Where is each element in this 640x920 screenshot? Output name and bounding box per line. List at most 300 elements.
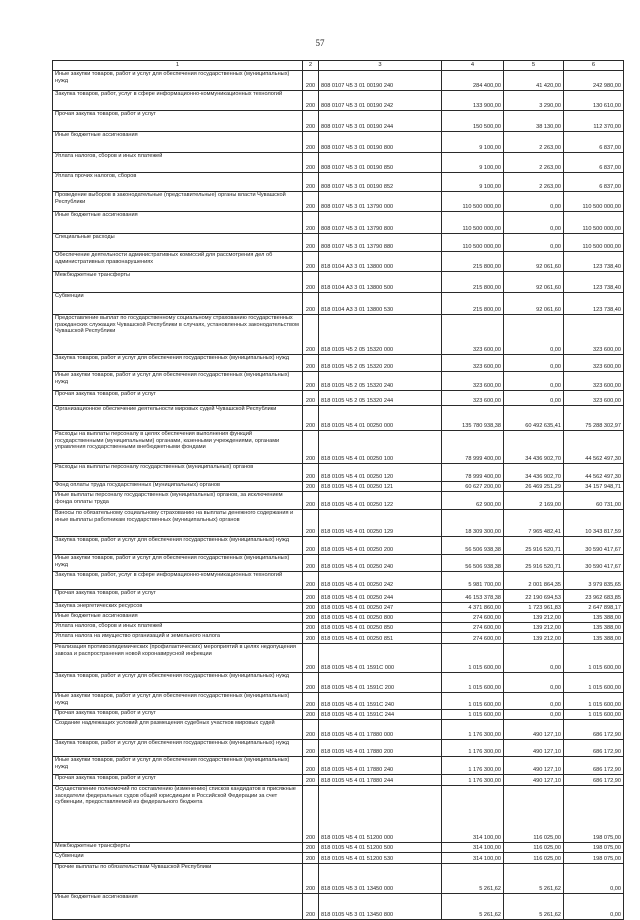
row-classification-code-cell: 818 0105 Ч5 4 01 00250 122 [319,492,442,510]
row-approved-value-cell: 78 999 400,00 [442,431,504,464]
table-row [53,623,624,633]
row-line-code-cell: 200 [303,864,319,894]
row-line-code-cell: 200 [303,153,319,173]
row-name-cell: Иные закупки товаров, работ и услуг для обеспечения государственных (муниципальных) нужд [53,71,303,91]
row-line-code-cell: 200 [303,464,319,482]
row-name-cell: Прочая закупка товаров, работ и услуг [53,391,303,406]
row-name-cell: Иные бюджетные ассигнования [53,613,303,623]
row-classification-code-cell: 818 0105 Ч5 4 01 00250 200 [319,537,442,555]
row-line-code-cell: 200 [303,537,319,555]
row-approved-value-cell: 78 999 400,00 [442,464,504,482]
row-name-cell: Уплата налога на имущество организаций и земельного налога [53,633,303,644]
table-row [53,786,624,843]
row-classification-code-cell: 818 0105 Ч5 4 01 1591С 200 [319,673,442,693]
row-name-cell: Иные бюджетные ассигнования [53,212,303,234]
row-name-cell: Иные закупки товаров, работ и услуг для обеспечения государственных (муниципальных) нужд [53,555,303,572]
row-unexecuted-value-cell: 123 738,40 [564,293,624,315]
row-line-code-cell: 200 [303,710,319,720]
table-row [53,757,624,775]
row-executed-value-cell: 34 436 902,70 [504,464,564,482]
row-classification-code-cell: 818 0105 Ч5 4 01 17880 244 [319,775,442,786]
row-classification-code-cell: 818 0105 Ч5 4 01 00250 244 [319,590,442,603]
row-line-code-cell: 200 [303,234,319,252]
row-classification-code-cell: 818 0105 Ч5 4 01 1591С 000 [319,644,442,673]
header-cell-unexecuted: 6 [564,61,624,71]
row-executed-value-cell: 0,00 [504,192,564,212]
row-classification-code-cell: 818 0105 Ч5 3 01 13450 000 [319,864,442,894]
table-row [53,482,624,492]
table-row [53,853,624,864]
row-line-code-cell: 200 [303,775,319,786]
row-approved-value-cell: 110 500 000,00 [442,192,504,212]
row-name-cell: Предоставление выплат по государственному социальному страхованию государственных гражданских служащих Чувашской Республики в случаях, установленных законодательством Чувашской Республики [53,315,303,355]
row-line-code-cell: 200 [303,293,319,315]
row-approved-value-cell: 4 371 860,00 [442,603,504,613]
header-cell-executed: 5 [504,61,564,71]
row-unexecuted-value-cell: 34 157 948,71 [564,482,624,492]
row-unexecuted-value-cell: 6 837,00 [564,153,624,173]
row-unexecuted-value-cell: 44 562 497,30 [564,464,624,482]
row-line-code-cell: 200 [303,673,319,693]
table-row [53,894,624,920]
row-classification-code-cell: 818 0104 А3 3 01 13800 000 [319,252,442,272]
table-row [53,173,624,192]
row-name-cell: Межбюджетные трансферты [53,272,303,293]
row-classification-code-cell: 818 0105 Ч5 4 01 00250 129 [319,510,442,537]
row-name-cell: Иные закупки товаров, работ и услуг для обеспечения государственных (муниципальных) нужд [53,757,303,775]
row-line-code-cell: 200 [303,843,319,853]
table-row [53,603,624,613]
page-number: 57 [315,38,325,48]
row-classification-code-cell: 818 0105 Ч5 2 05 15320 200 [319,355,442,372]
row-line-code-cell: 200 [303,603,319,613]
row-name-cell: Субвенции [53,293,303,315]
row-approved-value-cell: 1 015 600,00 [442,644,504,673]
row-classification-code-cell: 808 0107 Ч5 3 01 00190 850 [319,153,442,173]
row-approved-value-cell: 314 100,00 [442,786,504,843]
row-name-cell: Уплата налогов, сборов и иных платежей [53,623,303,633]
row-classification-code-cell: 808 0107 Ч5 3 01 13790 000 [319,192,442,212]
row-classification-code-cell: 818 0105 Ч5 4 01 00250 242 [319,572,442,590]
row-classification-code-cell: 808 0107 Ч5 3 01 00190 242 [319,91,442,111]
row-line-code-cell: 200 [303,212,319,234]
table-row [53,613,624,623]
row-unexecuted-value-cell: 1 015 600,00 [564,644,624,673]
table-row [53,633,624,644]
row-unexecuted-value-cell: 135 388,00 [564,623,624,633]
row-line-code-cell: 200 [303,693,319,710]
row-executed-value-cell: 0,00 [504,644,564,673]
row-classification-code-cell: 818 0105 Ч5 4 01 00250 121 [319,482,442,492]
row-approved-value-cell: 110 500 000,00 [442,234,504,252]
row-line-code-cell: 200 [303,406,319,431]
row-classification-code-cell: 818 0105 Ч5 4 01 00250 850 [319,623,442,633]
header-cell-classification-code: 3 [319,61,442,71]
row-name-cell: Прочая закупка товаров, работ и услуг [53,710,303,720]
header-cell-line-code: 2 [303,61,319,71]
row-executed-value-cell: 2 001 864,35 [504,572,564,590]
row-unexecuted-value-cell: 686 172,90 [564,775,624,786]
row-unexecuted-value-cell: 23 962 683,85 [564,590,624,603]
row-line-code-cell: 200 [303,853,319,864]
row-line-code-cell: 200 [303,572,319,590]
row-executed-value-cell: 490 127,10 [504,740,564,757]
row-name-cell: Иные бюджетные ассигнования [53,894,303,920]
row-classification-code-cell: 808 0107 Ч5 3 01 00190 852 [319,173,442,192]
row-approved-value-cell: 314 100,00 [442,843,504,853]
table-row [53,510,624,537]
table-row [53,212,624,234]
column-number-header-row [53,61,624,71]
row-approved-value-cell: 274 600,00 [442,623,504,633]
row-classification-code-cell: 808 0107 Ч5 3 01 13790 880 [319,234,442,252]
row-approved-value-cell: 150 500,00 [442,111,504,132]
row-name-cell: Закупка товаров, работ, услуг в сфере информационно-коммуникационных технологий [53,91,303,111]
table-row [53,111,624,132]
row-classification-code-cell: 818 0104 А3 3 01 13800 530 [319,293,442,315]
row-approved-value-cell: 110 500 000,00 [442,212,504,234]
row-unexecuted-value-cell: 198 075,00 [564,786,624,843]
row-classification-code-cell: 818 0105 Ч5 4 01 00250 800 [319,613,442,623]
row-classification-code-cell: 818 0105 Ч5 4 01 17880 000 [319,720,442,740]
row-executed-value-cell: 0,00 [504,710,564,720]
row-approved-value-cell: 135 780 938,38 [442,406,504,431]
row-line-code-cell: 200 [303,372,319,391]
row-line-code-cell: 200 [303,720,319,740]
row-classification-code-cell: 808 0107 Ч5 3 01 00190 244 [319,111,442,132]
row-line-code-cell: 200 [303,894,319,920]
budget-execution-table [52,60,624,920]
row-classification-code-cell: 818 0105 Ч5 4 01 00250 247 [319,603,442,613]
table-row [53,71,624,91]
header-cell-name: 1 [53,61,303,71]
row-line-code-cell: 200 [303,132,319,153]
row-line-code-cell: 200 [303,272,319,293]
row-line-code-cell: 200 [303,173,319,192]
row-approved-value-cell: 5 981 700,00 [442,572,504,590]
row-name-cell: Закупка энергетических ресурсов [53,603,303,613]
row-line-code-cell: 200 [303,590,319,603]
row-line-code-cell: 200 [303,252,319,272]
row-line-code-cell: 200 [303,355,319,372]
row-unexecuted-value-cell: 686 172,90 [564,740,624,757]
row-unexecuted-value-cell: 242 980,00 [564,71,624,91]
row-approved-value-cell: 323 600,00 [442,391,504,406]
row-approved-value-cell: 1 015 600,00 [442,710,504,720]
row-approved-value-cell: 284 400,00 [442,71,504,91]
row-executed-value-cell: 116 025,00 [504,843,564,853]
row-classification-code-cell: 818 0105 Ч5 4 01 1591С 244 [319,710,442,720]
row-name-cell: Закупка товаров, работ и услуг для обеспечения государственных (муниципальных) нужд [53,740,303,757]
row-executed-value-cell: 41 420,00 [504,71,564,91]
row-approved-value-cell: 274 600,00 [442,633,504,644]
row-executed-value-cell: 2 169,00 [504,492,564,510]
row-executed-value-cell: 25 916 520,71 [504,555,564,572]
row-executed-value-cell: 1 723 961,83 [504,603,564,613]
row-approved-value-cell: 215 800,00 [442,272,504,293]
row-unexecuted-value-cell: 110 500 000,00 [564,234,624,252]
row-name-cell: Фонд оплаты труда государственных (муниципальных) органов [53,482,303,492]
row-line-code-cell: 200 [303,740,319,757]
row-line-code-cell: 200 [303,111,319,132]
row-executed-value-cell: 0,00 [504,355,564,372]
row-unexecuted-value-cell: 44 562 497,30 [564,431,624,464]
table-row [53,537,624,555]
row-unexecuted-value-cell: 123 738,40 [564,272,624,293]
row-approved-value-cell: 323 600,00 [442,315,504,355]
row-line-code-cell: 200 [303,482,319,492]
row-line-code-cell: 200 [303,71,319,91]
table-row [53,192,624,212]
row-classification-code-cell: 818 0105 Ч5 3 01 13450 800 [319,894,442,920]
row-executed-value-cell: 92 061,60 [504,293,564,315]
row-name-cell: Закупка товаров, работ и услуг для обеспечения государственных (муниципальных) нужд [53,673,303,693]
table-row [53,464,624,482]
row-unexecuted-value-cell: 686 172,90 [564,757,624,775]
table-row [53,234,624,252]
row-approved-value-cell: 323 600,00 [442,355,504,372]
row-name-cell: Создание надлежащих условий для размещения судебных участков мировых судей [53,720,303,740]
row-unexecuted-value-cell: 75 288 302,97 [564,406,624,431]
row-approved-value-cell: 5 261,62 [442,864,504,894]
row-unexecuted-value-cell: 135 388,00 [564,633,624,644]
row-classification-code-cell: 818 0105 Ч5 4 01 1591С 240 [319,693,442,710]
row-name-cell: Иные выплаты персоналу государственных (муниципальных) органов, за исключением фонда оплаты труда [53,492,303,510]
row-unexecuted-value-cell: 1 015 600,00 [564,673,624,693]
row-executed-value-cell: 139 212,00 [504,613,564,623]
table-row [53,372,624,391]
row-approved-value-cell: 56 506 938,38 [442,555,504,572]
row-approved-value-cell: 18 309 300,00 [442,510,504,537]
row-approved-value-cell: 274 600,00 [442,613,504,623]
row-line-code-cell: 200 [303,786,319,843]
row-unexecuted-value-cell: 3 979 835,65 [564,572,624,590]
row-approved-value-cell: 1 015 600,00 [442,693,504,710]
row-unexecuted-value-cell: 130 610,00 [564,91,624,111]
table-row [53,590,624,603]
row-unexecuted-value-cell: 198 075,00 [564,853,624,864]
row-unexecuted-value-cell: 112 370,00 [564,111,624,132]
row-approved-value-cell: 1 015 600,00 [442,673,504,693]
table-row [53,293,624,315]
row-classification-code-cell: 808 0107 Ч5 3 01 00190 800 [319,132,442,153]
row-classification-code-cell: 818 0105 Ч5 2 05 15320 000 [319,315,442,355]
row-executed-value-cell: 92 061,60 [504,272,564,293]
row-name-cell: Организационное обеспечение деятельности мировых судей Чувашской Республики [53,406,303,431]
table-row [53,843,624,853]
table-row [53,555,624,572]
row-executed-value-cell: 2 263,00 [504,153,564,173]
row-name-cell: Уплата прочих налогов, сборов [53,173,303,192]
row-approved-value-cell: 9 100,00 [442,153,504,173]
row-name-cell: Субвенции [53,853,303,864]
row-unexecuted-value-cell: 323 600,00 [564,391,624,406]
row-name-cell: Взносы по обязательному социальному страхованию на выплаты денежного содержания и иные выплаты работникам государственных (муниципальных) органов [53,510,303,537]
row-line-code-cell: 200 [303,315,319,355]
row-executed-value-cell: 7 965 482,41 [504,510,564,537]
row-executed-value-cell: 2 263,00 [504,173,564,192]
row-executed-value-cell: 490 127,10 [504,757,564,775]
table-row [53,740,624,757]
row-name-cell: Уплата налогов, сборов и иных платежей [53,153,303,173]
row-executed-value-cell: 139 212,00 [504,623,564,633]
row-unexecuted-value-cell: 323 600,00 [564,355,624,372]
row-unexecuted-value-cell: 30 590 417,67 [564,537,624,555]
row-executed-value-cell: 60 492 635,41 [504,406,564,431]
row-approved-value-cell: 1 176 300,00 [442,740,504,757]
row-classification-code-cell: 818 0105 Ч5 4 01 51200 000 [319,786,442,843]
table-row [53,252,624,272]
row-approved-value-cell: 56 506 938,38 [442,537,504,555]
row-name-cell: Реализация противоэпидемических (профилактических) мероприятий в целях недопущения завоза и распространения новой коронавирусной инфекции [53,644,303,673]
row-approved-value-cell: 133 900,00 [442,91,504,111]
row-line-code-cell: 200 [303,431,319,464]
row-classification-code-cell: 818 0105 Ч5 2 05 15320 244 [319,391,442,406]
row-executed-value-cell: 5 261,62 [504,864,564,894]
row-classification-code-cell: 818 0105 Ч5 4 01 51200 500 [319,843,442,853]
row-unexecuted-value-cell: 686 172,90 [564,720,624,740]
row-approved-value-cell: 60 627 200,00 [442,482,504,492]
row-classification-code-cell: 818 0105 Ч5 4 01 51200 530 [319,853,442,864]
table-row [53,315,624,355]
table-row [53,775,624,786]
row-classification-code-cell: 818 0104 А3 3 01 13800 500 [319,272,442,293]
row-approved-value-cell: 323 600,00 [442,372,504,391]
table-row [53,572,624,590]
row-name-cell: Обеспечение деятельности административных комиссий для рассмотрения дел об административных правонарушениях [53,252,303,272]
row-executed-value-cell: 34 436 902,70 [504,431,564,464]
row-approved-value-cell: 9 100,00 [442,173,504,192]
row-executed-value-cell: 26 469 251,29 [504,482,564,492]
row-executed-value-cell: 5 261,62 [504,894,564,920]
row-executed-value-cell: 0,00 [504,212,564,234]
table-row [53,720,624,740]
row-line-code-cell: 200 [303,644,319,673]
table-row [53,391,624,406]
table-row [53,864,624,894]
row-unexecuted-value-cell: 1 015 600,00 [564,693,624,710]
row-classification-code-cell: 808 0107 Ч5 3 01 13790 800 [319,212,442,234]
row-line-code-cell: 200 [303,492,319,510]
row-unexecuted-value-cell: 198 075,00 [564,843,624,853]
row-unexecuted-value-cell: 323 600,00 [564,315,624,355]
row-unexecuted-value-cell: 6 837,00 [564,132,624,153]
row-line-code-cell: 200 [303,757,319,775]
row-executed-value-cell: 0,00 [504,234,564,252]
row-name-cell: Иные закупки товаров, работ и услуг для обеспечения государственных (муниципальных) нужд [53,693,303,710]
table-row [53,406,624,431]
table-row [53,644,624,673]
row-executed-value-cell: 116 025,00 [504,853,564,864]
row-line-code-cell: 200 [303,91,319,111]
row-line-code-cell: 200 [303,613,319,623]
row-unexecuted-value-cell: 110 500 000,00 [564,192,624,212]
row-classification-code-cell: 808 0107 Ч5 3 01 00190 240 [319,71,442,91]
row-approved-value-cell: 215 800,00 [442,252,504,272]
row-approved-value-cell: 1 176 300,00 [442,720,504,740]
row-classification-code-cell: 818 0105 Ч5 4 01 00250 240 [319,555,442,572]
row-name-cell: Закупка товаров, работ, услуг в сфере информационно-коммуникационных технологий [53,572,303,590]
row-line-code-cell: 200 [303,391,319,406]
row-line-code-cell: 200 [303,192,319,212]
row-executed-value-cell: 0,00 [504,693,564,710]
row-executed-value-cell: 0,00 [504,673,564,693]
row-name-cell: Прочая закупка товаров, работ и услуг [53,111,303,132]
row-approved-value-cell: 46 153 378,38 [442,590,504,603]
row-unexecuted-value-cell: 0,00 [564,864,624,894]
row-line-code-cell: 200 [303,510,319,537]
row-name-cell: Расходы на выплаты персоналу в целях обеспечения выполнения функций государственными (муниципальными) органами, казенными учреждениями, органами управления государственными внебюджетными фондами [53,431,303,464]
row-unexecuted-value-cell: 30 590 417,67 [564,555,624,572]
row-executed-value-cell: 490 127,10 [504,720,564,740]
row-name-cell: Прочая закупка товаров, работ и услуг [53,590,303,603]
table-row [53,272,624,293]
row-unexecuted-value-cell: 0,00 [564,894,624,920]
row-name-cell: Закупка товаров, работ и услуг для обеспечения государственных (муниципальных) нужд [53,355,303,372]
row-approved-value-cell: 215 800,00 [442,293,504,315]
row-classification-code-cell: 818 0105 Ч5 4 01 00250 851 [319,633,442,644]
row-unexecuted-value-cell: 135 388,00 [564,613,624,623]
header-cell-approved: 4 [442,61,504,71]
row-line-code-cell: 200 [303,555,319,572]
row-name-cell: Специальные расходы [53,234,303,252]
row-unexecuted-value-cell: 323 600,00 [564,372,624,391]
table-row [53,710,624,720]
row-name-cell: Межбюджетные трансферты [53,843,303,853]
row-name-cell: Проведение выборов в законодательные (представительные) органы власти Чувашской Республики [53,192,303,212]
row-name-cell: Прочая закупка товаров, работ и услуг [53,775,303,786]
row-line-code-cell: 200 [303,623,319,633]
row-approved-value-cell: 1 176 300,00 [442,757,504,775]
row-executed-value-cell: 2 263,00 [504,132,564,153]
table-row [53,132,624,153]
row-classification-code-cell: 818 0105 Ч5 4 01 17880 200 [319,740,442,757]
row-executed-value-cell: 0,00 [504,372,564,391]
row-approved-value-cell: 5 261,62 [442,894,504,920]
row-approved-value-cell: 314 100,00 [442,853,504,864]
row-name-cell: Закупка товаров, работ и услуг для обеспечения государственных (муниципальных) нужд [53,537,303,555]
table-row [53,91,624,111]
row-executed-value-cell: 3 290,00 [504,91,564,111]
row-name-cell: Прочие выплаты по обязательствам Чувашской Республики [53,864,303,894]
row-name-cell: Иные закупки товаров, работ и услуг для обеспечения государственных (муниципальных) нужд [53,372,303,391]
row-executed-value-cell: 116 025,00 [504,786,564,843]
row-unexecuted-value-cell: 10 343 817,59 [564,510,624,537]
row-unexecuted-value-cell: 110 500 000,00 [564,212,624,234]
row-approved-value-cell: 9 100,00 [442,132,504,153]
row-unexecuted-value-cell: 1 015 600,00 [564,710,624,720]
row-executed-value-cell: 38 130,00 [504,111,564,132]
row-line-code-cell: 200 [303,633,319,644]
row-executed-value-cell: 25 916 520,71 [504,537,564,555]
row-unexecuted-value-cell: 60 731,00 [564,492,624,510]
row-approved-value-cell: 62 900,00 [442,492,504,510]
row-name-cell: Осуществление полномочий по составлению (изменению) списков кандидатов в присяжные заседатели федеральных судов общей юрисдикции в Российской Федерации за счет субвенции, предоставляемой из федерального бюджета [53,786,303,843]
row-executed-value-cell: 139 212,00 [504,633,564,644]
row-unexecuted-value-cell: 6 837,00 [564,173,624,192]
row-unexecuted-value-cell: 2 647 898,17 [564,603,624,613]
row-executed-value-cell: 0,00 [504,391,564,406]
row-classification-code-cell: 818 0105 Ч5 4 01 00250 120 [319,464,442,482]
row-unexecuted-value-cell: 123 738,40 [564,252,624,272]
row-classification-code-cell: 818 0105 Ч5 4 01 00250 000 [319,406,442,431]
row-executed-value-cell: 0,00 [504,315,564,355]
row-classification-code-cell: 818 0105 Ч5 4 01 00250 100 [319,431,442,464]
row-executed-value-cell: 92 061,60 [504,252,564,272]
row-executed-value-cell: 22 190 694,53 [504,590,564,603]
row-approved-value-cell: 1 176 300,00 [442,775,504,786]
row-name-cell: Иные бюджетные ассигнования [53,132,303,153]
